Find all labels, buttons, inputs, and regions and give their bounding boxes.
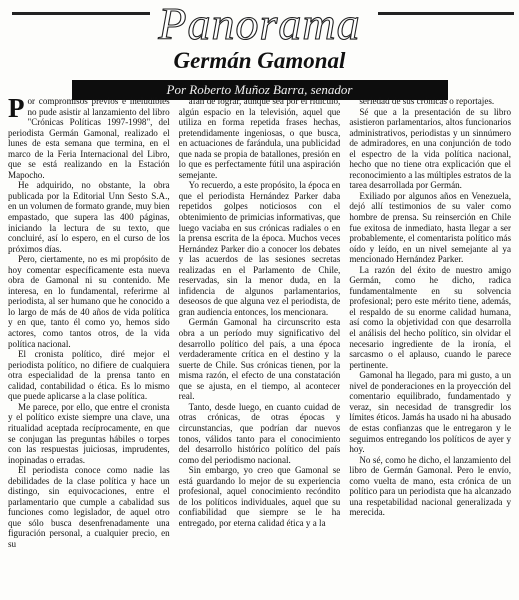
article-paragraph (349, 96, 511, 107)
paragraph-text: La razón del éxito de nuestro amigo Germán, como he dicho, radica fundamentalmente en su solvencia profesional; pero este mérito tiene, además, el respaldo de su enorme calidad humana, así como la objetividad con que desarrolla el análisis del hecho político, sin olvidar el necesario ingrediente de la ironía, el sarcasmo o el aplauso, cuando le parece pertinente. (349, 264, 512, 370)
article-paragraph (349, 191, 511, 265)
article-paragraph (8, 465, 170, 549)
article-paragraph (8, 180, 170, 254)
section-title: Panorama (158, 0, 361, 49)
article-headline: Germán Gamonal (173, 48, 346, 73)
article-paragraph (8, 402, 170, 465)
column-3 (349, 96, 511, 600)
article-paragraph (179, 317, 341, 401)
article-paragraph (8, 349, 170, 402)
paragraph-text: He adquirido, no obstante, la obra publicada por la Editorial Unn Sesto S.A., en un volumen de formato grande, muy bien empastado, que supera las 400 páginas, iniciando la lectura de su texto, que concluiré, así lo espero, en el curso de los próximos días. (8, 180, 170, 254)
paragraph-text: Me parece, por ello, que entre el cronista y el político existe siempre una clave, una ritualidad aceptada recíprocamente, en que se conjugan las preguntas hábiles o torpes con las respuestas juiciosas, imprudentes, inopinadas o erradas. (8, 401, 170, 465)
byline: Por Roberto Muñoz Barra, senador (72, 80, 448, 100)
paragraph-text: Tanto, desde luego, en cuanto cuidad de otras crónicas, de otras épocas y circunstancias, que podrían dar nuevos tonos, válidos tanto para el conocimiento del desarrollo histórico político del país como del periodismo nacional. (178, 401, 341, 465)
paragraph-text: El periodista conoce como nadie las debilidades de la clase política y hace un distingo, sin equivocaciones, entre el parlamentario que cumple a cabalidad sus funciones como legislador, de aquel otro que sólo busca desenfrenadamente una figuración personal, a cualquier precio, en su (8, 465, 170, 549)
paragraph-text: afán de lograr, aunque sea por el ridículo, algún espacio en la televisión, aquel que utiliza en forma repetida frases hechas, pretendidamente ingeniosas, o que busca, en actuaciones de farándula, una publicidad que nada se propia de batallones, presión en lo que es perfectamente fútil una aspiración semejante. (178, 96, 341, 180)
article-paragraph (179, 180, 341, 317)
paragraph-text: Gamonal ha llegado, para mi gusto, a un nivel de ponderaciones en la proyección del comentario equilibrado, fundamentado y veraz, sin necesidad de transgredir los límites éticos. Jamás ha usado ni ha abusado de estas confianzas que le entregaron y le seguimos entregando los políticos de ayer y hoy. (349, 370, 512, 455)
article-paragraph (349, 107, 511, 191)
article-paragraph (179, 402, 341, 465)
paragraph-text: seriedad de sus crónicas o reportajes. (359, 96, 495, 106)
paragraph-text: El cronista político, diré mejor el periodista político, no difiere de cualquiera otra especialidad de la prensa tanto en calidad, contabilidad o ética. Es lo mismo que puede aplicarse a la clase política. (8, 349, 170, 402)
paragraph-text: Yo recuerdo, a este propósito, la época en que el periodista Hernández Parker daba repetidos golpes noticiosos con el obtenimiento de primicias informativas, que luego vaciaba en sus crónicas radiales o en la prensa escrita de la época. Muchos veces Hernández Parker dio a conocer los debates y las acuerdos de las sesiones secretas realizadas en el Parlamento de Chile, reservadas, sin la menor duda, en la infidencia de algunos parlamentarios, deseosos de que alguna vez el periodista, de gran audiencia entonces, los mencionara. (178, 180, 341, 317)
paragraph-text: Sé que a la presentación de su libro asistieron parlamentarios, altos funcionarios administrativos, periodistas y un sinnúmero de admiradores, en una conjunción de todo el espectro de la vida política nacional, hecho que no tiene otra explicación que el reconocimiento a las múltiples estratos de la tarea desarrollada por Germán. (349, 106, 512, 191)
masthead (6, 0, 513, 49)
article-paragraph (8, 254, 170, 349)
article-paragraph (8, 96, 170, 180)
article-paragraph (349, 265, 511, 370)
column-2 (179, 96, 341, 600)
paragraph-text: Sin embargo, yo creo que Gamonal se está guardando lo mejor de su experiencia profesional, aquel conocimiento recóndito de los políticos individuales, aquel que su confiabilidad que siempre se le ha entregado, por eterna calidad ética y a la (178, 465, 341, 528)
paragraph-text: Germán Gamonal ha circunscrito esta obra a un período muy significativo del desarrollo político del país, a una época verdaderamente crítica en el destino y la suerte de Chile. Sus crónicas tienen, por la misma razón, el efecto de una constatación que se ajusta, en el tiempo, al acontecer real. (178, 317, 341, 402)
article-body (8, 96, 511, 600)
paragraph-text: or compromisos previos e ineludibles no pude asistir al lanzamiento del libro "Crónicas Políticas 1997-1998", del periodista Germán Gamonal, realizado el lunes de esta semana que termina, en el marco de la Feria Internacional del Libro, que se está realizando en la Estación Mapocho. (8, 96, 170, 180)
paragraph-text: Exiliado por algunos años en Venezuela, dejó allí testimonios de su valer como hombre de prensa. Su reinserción en Chile fue exitosa de inmediato, hasta llegar a ser probablemente, el comentarista político más oído y leído, en un nivel semejante al ya mencionado Hernández Parker. (349, 190, 512, 265)
column-1 (8, 96, 170, 600)
article-paragraph (349, 370, 511, 454)
article-paragraph (179, 96, 341, 180)
article-paragraph (179, 465, 341, 528)
drop-cap: P (8, 96, 25, 123)
paragraph-text: Pero, ciertamente, no es mi propósito de hoy comentar específicamente esta nueva obra de Gamonal ni su contenido. Me interesa, en lo fundamental, referirme al periodista, al ser humano que he conocido a lo largo de más de 40 años de vida política y en que, tanto él como yo, hemos sido actores, como tantos otros, de la vida política nacional. (8, 254, 170, 349)
paragraph-text: No sé, como he dicho, el lanzamiento del libro de Germán Gamonal. Pero le envío, como vuelta de mano, esta crónica de un político para un periodista que ha alcanzado una respetabilidad nacional generalizada y merecida. (349, 454, 512, 518)
article-paragraph (349, 455, 511, 518)
